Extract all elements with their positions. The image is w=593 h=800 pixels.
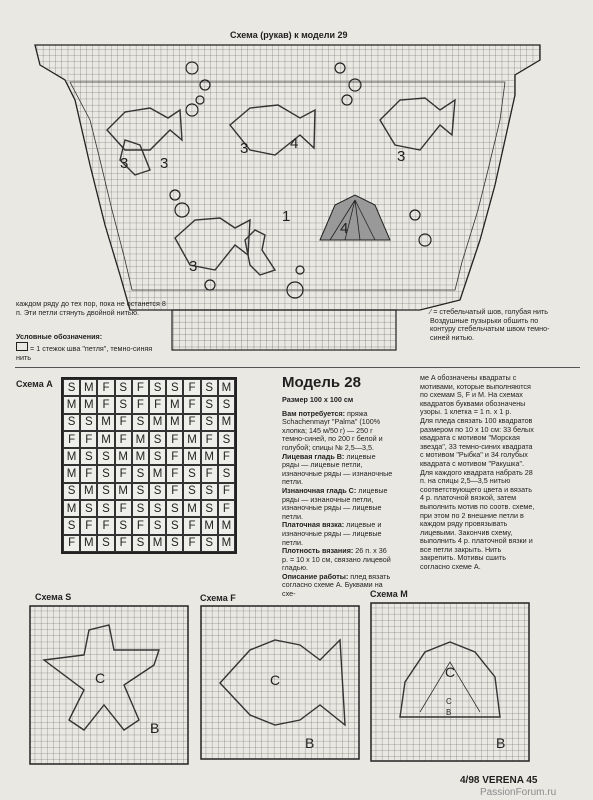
chart-number-label: 1	[282, 208, 291, 225]
scheme-a-cell: S	[132, 500, 149, 517]
scheme-a-cell: F	[183, 535, 200, 552]
scheme-a-cell: F	[115, 414, 132, 431]
scheme-a-cell: M	[63, 396, 80, 413]
scheme-a-cell: F	[132, 396, 149, 413]
model-size: Размер 100 х 100 см	[282, 395, 354, 404]
chart-number-label: 4	[340, 220, 349, 237]
scheme-f-label: C	[270, 672, 281, 688]
scheme-a-cell: M	[183, 431, 200, 448]
scheme-a-cell: M	[166, 396, 183, 413]
scheme-a-cell: S	[149, 517, 166, 534]
scheme-m-label: B	[446, 708, 452, 717]
scheme-a-cell: S	[201, 500, 218, 517]
page-number: 4/98 VERENA 45	[460, 775, 538, 786]
scheme-a-cell: F	[201, 465, 218, 482]
scheme-a-cell: S	[149, 379, 166, 396]
scheme-a-cell: S	[183, 465, 200, 482]
scheme-a-cell: M	[115, 483, 132, 500]
watermark: PassionForum.ru	[480, 787, 557, 798]
scheme-a-cell: F	[183, 396, 200, 413]
scheme-a-cell: F	[115, 465, 132, 482]
scheme-a-cell: S	[149, 448, 166, 465]
right-note-line: = стебельчатый шов, голубая нить	[433, 307, 549, 316]
chart-number-label: 4	[290, 135, 299, 152]
scheme-a-cell: S	[166, 500, 183, 517]
stitch1-text: лицевые ряды — лицевые петли, изнаночные ряды — изнаночные петли.	[282, 451, 393, 487]
stitch2-text: лицевые ряды — изнаночные петли, изнаночные ряды — лицевые петли.	[282, 485, 388, 521]
scheme-a-cell: M	[63, 500, 80, 517]
scheme-a-cell: F	[201, 431, 218, 448]
loop-stitch-icon	[16, 342, 28, 351]
work-label: Описание работы:	[282, 571, 349, 581]
scheme-a-title: Схема A	[16, 379, 53, 389]
scheme-a-cell: S	[115, 396, 132, 413]
legend-item	[16, 342, 166, 362]
scheme-a-cell: M	[132, 431, 149, 448]
scheme-a-cell: F	[80, 465, 97, 482]
materials-text: пряжа Schachenmayr "Palma" (100% хлопка; 145 м/50 г) — 250 г темно-синей, по 200 г белой и голубой; спицы № 2,5—3,5.	[282, 408, 383, 452]
scheme-a-cell: S	[132, 414, 149, 431]
scheme-a-cell: S	[218, 396, 235, 413]
scheme-a-cell: F	[97, 517, 114, 534]
scheme-a-cell: M	[63, 465, 80, 482]
instructions-text: Для каждого квадрата набрать 28 п. на спицы 2,5—3,5 нитью соответствующего цвета и вязать 4 р. платочной вязкой, затем выполнить мотив по соотв. схеме, при этом по 2 внешние петли в каждом ряду провязывать лицевыми. Закончив схему, выполнить 4 р. платочной вязки и все петли закрыть. Нить закрепить. Мотивы сшить согласно схеме A.	[420, 467, 535, 572]
scheme-a-cell: S	[97, 500, 114, 517]
scheme-a-cell: S	[115, 517, 132, 534]
scheme-a-cell: F	[132, 517, 149, 534]
stitch3-label: Платочная вязка:	[282, 520, 345, 530]
scheme-a-cell: S	[115, 379, 132, 396]
scheme-a-cell: S	[218, 431, 235, 448]
scheme-a-cell: S	[201, 414, 218, 431]
chart-number-label: 3	[397, 148, 406, 165]
scheme-a-cell: S	[132, 483, 149, 500]
scheme-a-cell: M	[149, 535, 166, 552]
stitch3-text: лицевые и изнаночные ряды — лицевые петли.	[282, 520, 382, 547]
top-chart-title: Схема (рукав) к модели 29	[230, 30, 348, 40]
scheme-a-cell: F	[149, 396, 166, 413]
scheme-a-cell: F	[166, 448, 183, 465]
scheme-a-cell: S	[166, 379, 183, 396]
scheme-a-cell: F	[166, 465, 183, 482]
scheme-a-cell: F	[63, 535, 80, 552]
model-28-column	[282, 374, 394, 599]
instructions-text: ме A обозначены квадраты с мотивами, которые выполняются по схемам S, F и M. На схемах квадратов буквами обозначены узоры. 1 клетка = 1 п. х 1 р.	[420, 373, 531, 417]
scheme-a-grid	[61, 377, 237, 554]
scheme-a-cell: S	[218, 465, 235, 482]
scheme-a-cell: S	[201, 396, 218, 413]
scheme-a-cell: S	[97, 448, 114, 465]
scheme-m-label: B	[496, 735, 506, 751]
scheme-a-cell: S	[80, 448, 97, 465]
scheme-a-cell: M	[166, 414, 183, 431]
scheme-a-cell: M	[218, 517, 235, 534]
scheme-a-cell: M	[80, 396, 97, 413]
scheme-a-cell: S	[80, 500, 97, 517]
scheme-a-cell: F	[63, 431, 80, 448]
scheme-s-label: C	[95, 670, 106, 686]
scheme-a-cell: S	[166, 517, 183, 534]
scheme-a-cell: F	[80, 431, 97, 448]
materials-label: Вам потребуется:	[282, 408, 346, 418]
density-label: Плотность вязания:	[282, 546, 354, 556]
scheme-a-cell: S	[149, 500, 166, 517]
scheme-a-cell: F	[166, 483, 183, 500]
divider	[15, 367, 580, 368]
scheme-a-cell: S	[201, 535, 218, 552]
scheme-a-cell: S	[80, 414, 97, 431]
scheme-a-cell: S	[63, 517, 80, 534]
scheme-f-label: B	[305, 735, 315, 751]
scheme-a-cell: M	[80, 535, 97, 552]
right-note-line: Воздушные пузырьки обшить по контуру стебельчатым швом темно-синей нитью.	[430, 315, 550, 342]
density-text: 26 п. х 36 р. = 10 х 10 см, связано лицевой гладью.	[282, 546, 391, 573]
scheme-a-cell: S	[63, 414, 80, 431]
scheme-a-cell: F	[218, 500, 235, 517]
scheme-a-cell: M	[80, 379, 97, 396]
legend-text: = 1 стежок шва "петля", темно-синяя нить	[16, 344, 153, 362]
scheme-a-cell: F	[80, 517, 97, 534]
instructions-text: Для пледа связать 100 квадратов размером по 10 х 10 см: 33 белых квадрата с мотивом "Морская звезда", 33 темно-синих квадрата с мотивом "Рыбка" и 34 голубых квадрата с мотивом "Ракушка".	[420, 415, 534, 468]
scheme-s-label: B	[150, 720, 160, 736]
chart-number-label: 3	[160, 155, 169, 172]
scheme-a-cell: F	[115, 500, 132, 517]
scheme-a-cell: M	[218, 379, 235, 396]
left-note: каждом ряду до тех пор, пока не останется 8 п. Эти петли стянуть двойной нитью.	[16, 299, 166, 317]
scheme-a-cell: F	[166, 431, 183, 448]
legend-title: Условные обозначения:	[16, 332, 103, 341]
scheme-a-cell: M	[115, 448, 132, 465]
scheme-a-cell: F	[97, 379, 114, 396]
scheme-a-cell: S	[149, 483, 166, 500]
scheme-a-cell: F	[218, 483, 235, 500]
scheme-a-cell: F	[218, 448, 235, 465]
scheme-a-cell: F	[183, 379, 200, 396]
scheme-f-title: Схема F	[200, 593, 236, 603]
scheme-a-cell: S	[166, 535, 183, 552]
chart-number-label: 3	[189, 258, 198, 275]
chart-number-label: 3	[120, 155, 129, 172]
scheme-a-cell: M	[97, 431, 114, 448]
scheme-a-cell: M	[149, 465, 166, 482]
scheme-a-cell: F	[183, 517, 200, 534]
stitch1-label: Лицевая гладь В:	[282, 451, 345, 461]
scheme-a-cell: S	[132, 535, 149, 552]
scheme-m-chart	[370, 602, 530, 762]
scheme-a-cell: M	[201, 517, 218, 534]
scheme-m-label: C	[446, 697, 452, 706]
scheme-a-cell: M	[97, 414, 114, 431]
scheme-a-cell: S	[97, 465, 114, 482]
stitch2-label: Изнаночная гладь С:	[282, 485, 357, 495]
scheme-a-cell: S	[97, 483, 114, 500]
scheme-a-cell: S	[97, 535, 114, 552]
scheme-a-cell: M	[63, 448, 80, 465]
model-28-right-column	[420, 374, 535, 572]
scheme-a-cell: F	[132, 379, 149, 396]
scheme-a-cell: M	[201, 448, 218, 465]
scheme-a-cell: S	[201, 379, 218, 396]
scheme-a-cell: F	[183, 414, 200, 431]
right-note	[430, 308, 560, 342]
scheme-m-label: C	[445, 664, 456, 680]
scheme-a-cell: S	[132, 465, 149, 482]
scheme-a-cell: M	[218, 535, 235, 552]
chart-number-label: 3	[240, 140, 249, 157]
model-title: Модель 28	[282, 374, 361, 391]
scheme-a-cell: S	[149, 431, 166, 448]
work-text: плед вязать согласно схеме А. Буквами на схе-	[282, 571, 391, 599]
scheme-a-cell: S	[183, 483, 200, 500]
scheme-a-cell: M	[183, 500, 200, 517]
scheme-a-cell: M	[132, 448, 149, 465]
scheme-a-cell: F	[97, 396, 114, 413]
scheme-a-cell: S	[63, 379, 80, 396]
stem-stitch-icon: ⁄	[430, 307, 434, 316]
scheme-s-chart	[29, 605, 189, 765]
scheme-a-cell: S	[201, 483, 218, 500]
scheme-a-cell: M	[218, 414, 235, 431]
scheme-s-title: Схема S	[35, 592, 72, 602]
scheme-a-cell: M	[149, 414, 166, 431]
scheme-a-cell: F	[115, 535, 132, 552]
scheme-m-title: Схема M	[370, 589, 408, 599]
scheme-a-cell: S	[63, 483, 80, 500]
scheme-a-cell: M	[80, 483, 97, 500]
scheme-a-cell: F	[115, 431, 132, 448]
scheme-a-cell: M	[183, 448, 200, 465]
